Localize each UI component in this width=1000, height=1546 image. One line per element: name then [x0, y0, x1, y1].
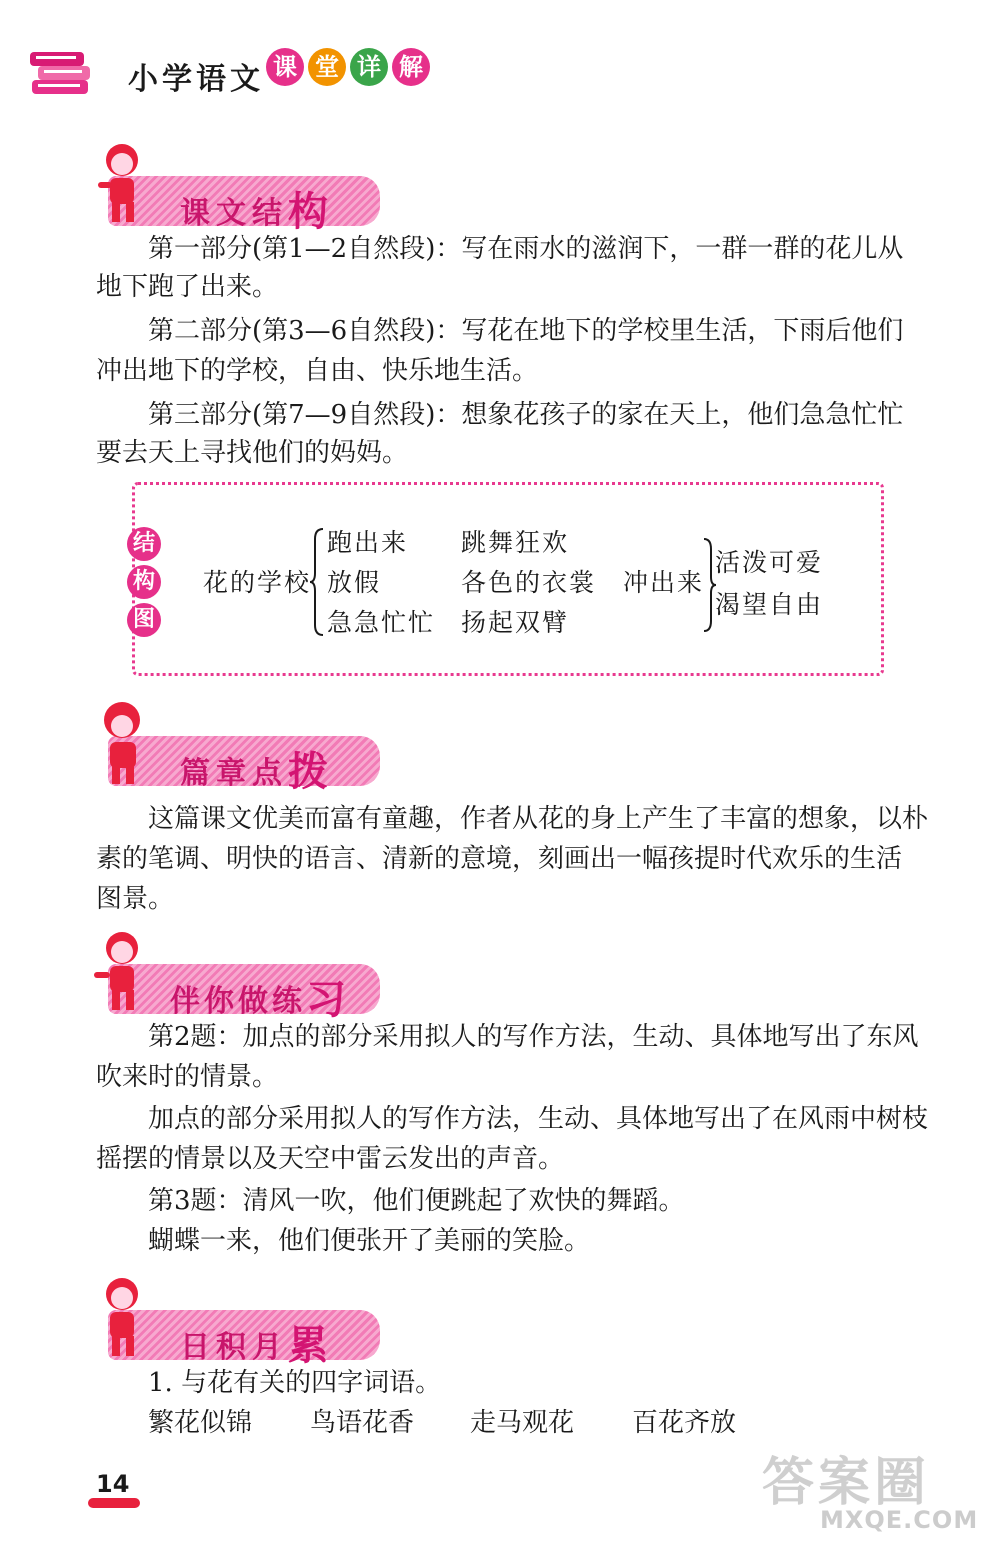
word-item: 百花齐放: [632, 1408, 737, 1438]
left-brace-icon: [309, 527, 325, 637]
paragraph-line: 加点的部分采用拟人的写作方法，生动、具体地写出了在风雨中树枝: [148, 1104, 929, 1134]
subtitle-char: 解: [392, 48, 430, 86]
subtitle-char: 课: [266, 48, 304, 86]
section-banner-structure: [88, 162, 380, 235]
book-title: 小学语文: [128, 62, 264, 97]
paragraph-line: 第一部分(第1—2自然段)：写在雨水的滋润下，一群一群的花儿从: [148, 234, 904, 264]
paragraph-line: 图景。: [96, 884, 175, 914]
section-banner-analysis: [88, 722, 380, 795]
watermark: [738, 1440, 978, 1540]
diagram-item: 渴望自由: [715, 590, 824, 619]
section-title: 日积月累: [180, 1323, 334, 1369]
paragraph-line: 摇摆的情景以及天空中雷云发出的声音。: [96, 1144, 565, 1174]
watermark-url: MXQE.COM: [820, 1506, 979, 1534]
page-number: 14: [96, 1470, 130, 1498]
paragraph-line: 这篇课文优美而富有童趣，作者从花的身上产生了丰富的想象，以朴: [148, 804, 929, 834]
page-number-bar: [88, 1498, 140, 1508]
mascot-icon: [88, 698, 152, 790]
paragraph-line: 1. 与花有关的四字词语。: [148, 1368, 442, 1398]
paragraph-line: 冲出地下的学校，自由、快乐地生活。: [96, 356, 539, 386]
book-subtitle: [266, 48, 430, 86]
diagram-badge: 图: [127, 603, 161, 637]
section-banner-accumulate: [88, 1296, 380, 1369]
diagram-badge: 结: [127, 527, 161, 561]
mascot-icon: [88, 138, 152, 230]
paragraph-line: 地下跑了出来。: [96, 272, 279, 302]
paragraph-line: 第2题：加点的部分采用拟人的写作方法，生动、具体地写出了东风: [148, 1022, 919, 1052]
watermark-text: 答案圈: [762, 1453, 931, 1513]
books-icon: [28, 40, 100, 104]
diagram-root: 花的学校: [203, 568, 312, 597]
paragraph-line: 第3题：清风一吹，他们便跳起了欢快的舞蹈。: [148, 1186, 685, 1216]
diagram-item: 各色的衣裳: [461, 568, 597, 597]
diagram-item: 活泼可爱: [715, 548, 824, 577]
paragraph-line: 要去天上寻找他们的妈妈。: [96, 438, 409, 468]
structure-diagram: [132, 482, 884, 676]
subtitle-char: 堂: [308, 48, 346, 86]
word-item: 繁花似锦: [148, 1408, 253, 1438]
mascot-icon: [88, 926, 152, 1018]
diagram-item: 跑出来: [327, 528, 409, 557]
section-title: 伴你做练习: [170, 977, 350, 1023]
diagram-item: 急急忙忙: [327, 608, 436, 637]
word-item: 鸟语花香: [310, 1408, 415, 1438]
diagram-item: 跳舞狂欢: [461, 528, 570, 557]
diagram-badge: 构: [127, 565, 161, 599]
diagram-item: 放假: [327, 568, 382, 597]
word-item: 走马观花: [470, 1408, 575, 1438]
section-title: 课文结构: [180, 189, 334, 235]
paragraph-line: 蝴蝶一来，他们便张开了美丽的笑脸。: [148, 1226, 591, 1256]
page-header: [28, 32, 528, 112]
mascot-icon: [88, 1272, 152, 1364]
section-title: 篇章点拨: [180, 749, 334, 795]
paragraph-line: 第三部分(第7—9自然段)：想象花孩子的家在天上，他们急急忙忙: [148, 400, 904, 430]
paragraph-line: 吹来时的情景。: [96, 1062, 279, 1092]
diagram-connector: 冲出来: [623, 568, 705, 597]
paragraph-line: 第二部分(第3—6自然段)：写花在地下的学校里生活，下雨后他们: [148, 316, 904, 346]
paragraph-line: 素的笔调、明快的语言、清新的意境，刻画出一幅孩提时代欢乐的生活: [96, 844, 903, 874]
section-banner-practice: [88, 950, 380, 1023]
diagram-item: 扬起双臂: [461, 608, 570, 637]
subtitle-char: 详: [350, 48, 388, 86]
